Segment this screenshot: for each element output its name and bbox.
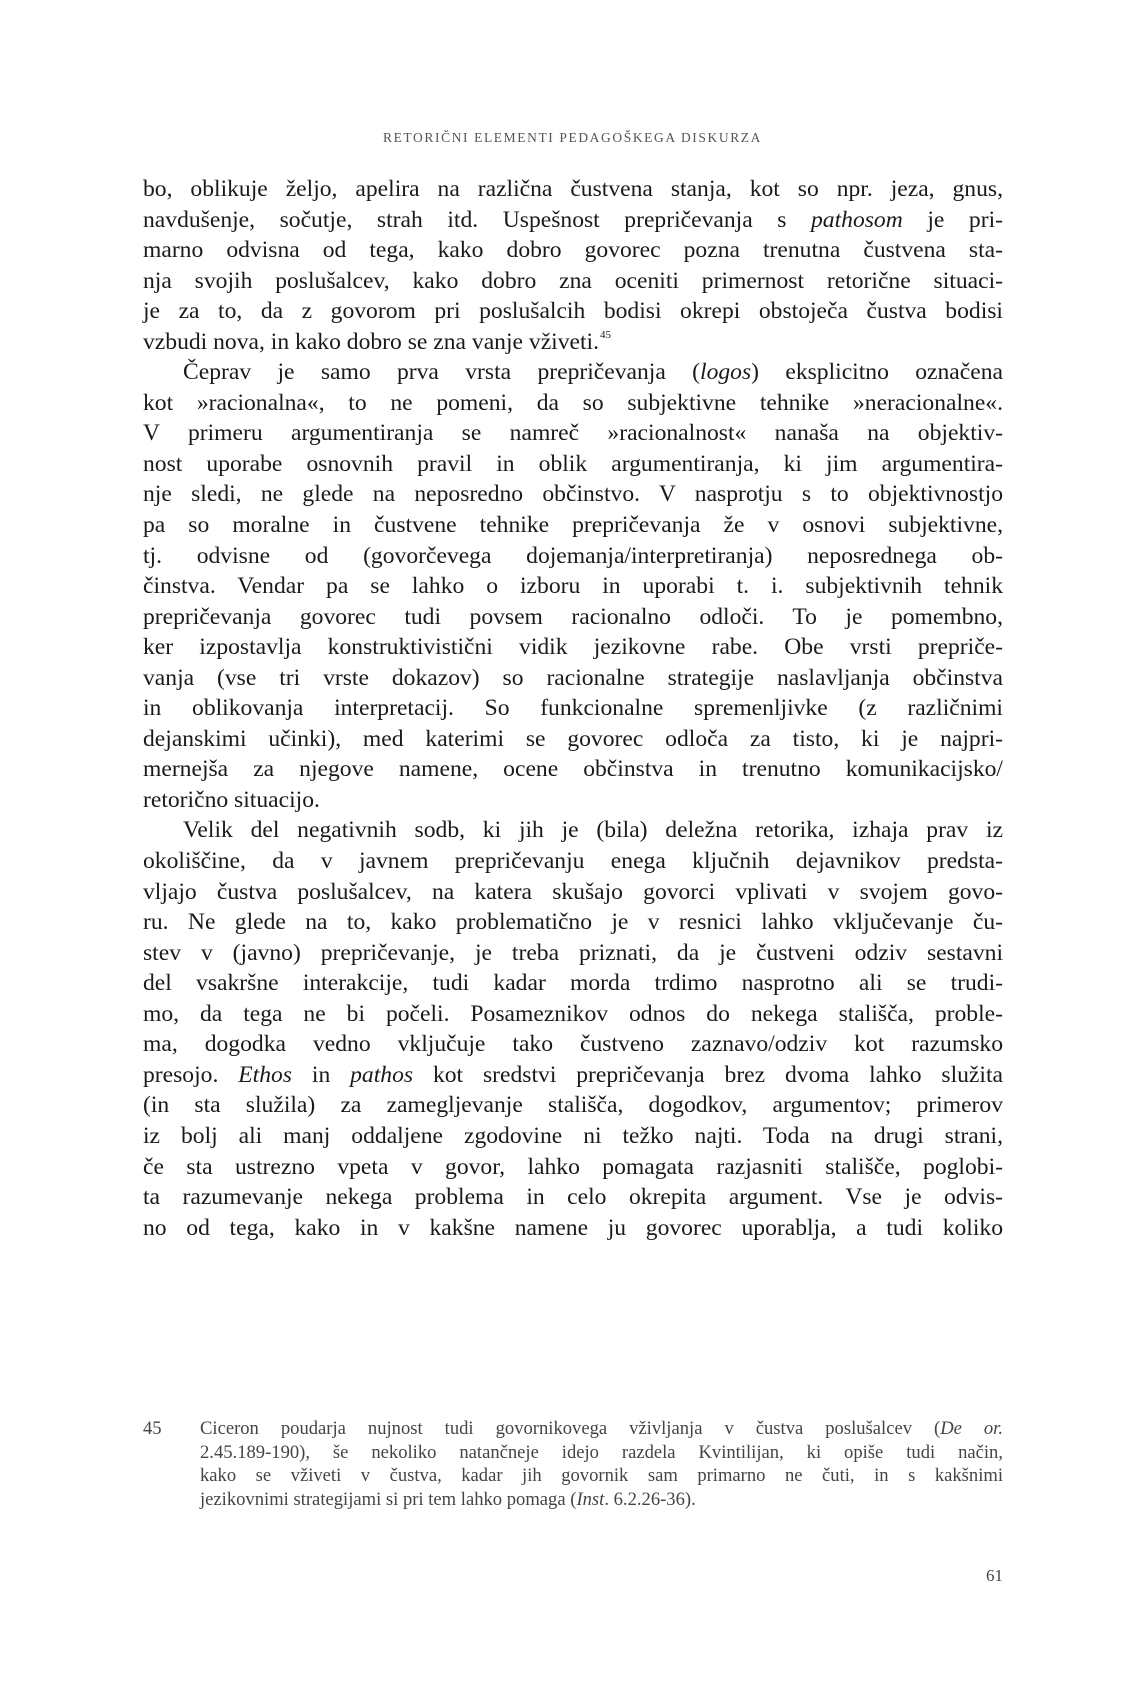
text-line [143,877,1003,908]
text-segment: kot sredstvi prepričevanja brez dvoma lahko služita [413,1061,1003,1088]
text-line [143,174,1003,205]
text-line [143,1090,1003,1121]
text-line [143,327,1003,358]
text-segment: Velik del negativnih sodb, ki jih je (bila) deležna retorika, izhaja prav iz [183,817,1003,844]
text-segment: je za to, da z govorom pri poslušalcih bodisi okrepi obstoječa čustva bodisi [143,298,1003,325]
text-line [143,999,1003,1030]
text-line [143,1121,1003,1152]
footnote-text [200,1417,1003,1511]
text-segment: iz bolj ali manj oddaljene zgodovine ni težko najti. Toda na drugi strani, [143,1122,1003,1149]
footnotes [143,1417,1003,1511]
italic-term: Ethos [238,1061,292,1088]
text-segment: . 6.2.26-36). [604,1488,696,1510]
text-line [143,1182,1003,1213]
footnote-line [200,1488,1003,1512]
text-segment: (in sta služila) za zamegljevanje stališča, dogodkov, argumentov; primerov [143,1092,1003,1119]
text-segment: prepričevanja govorec tudi povsem racionalno odloči. To je pomembno, [143,603,1003,630]
text-segment: dejanskimi učinki), med katerimi se govorec odloča za tisto, ki je najpri- [143,725,1003,752]
text-line [143,571,1003,602]
text-segment: če sta ustrezno vpeta v govor, lahko pomagata razjasniti stališče, poglobi- [143,1153,1003,1180]
text-line [143,663,1003,694]
text-line [143,418,1003,449]
text-segment: presojo. [143,1061,239,1088]
text-line [143,266,1003,297]
text-line [143,968,1003,999]
paragraph-first-line [143,815,1003,846]
text-segment: je pri- [902,206,1004,233]
italic-term: pathos [350,1061,414,1088]
text-segment: nje sledi, ne glede na neposredno občinstvo. V nasprotju s to objektivnostjo [143,481,1003,508]
page-number: 61 [986,1566,1003,1585]
text-line [143,1213,1003,1244]
text-segment: in [292,1061,351,1088]
text-segment: V primeru argumentiranja se namreč »racionalnost« nanaša na objektiv- [143,420,1003,447]
text-line [143,938,1003,969]
text-line [143,449,1003,480]
text-line [143,235,1003,266]
paragraph-first-line [143,357,1003,388]
text-line [143,1060,1003,1091]
text-line [143,754,1003,785]
text-line [143,1152,1003,1183]
text-segment: ru. Ne glede na to, kako problematično je v resnici lahko vključevanje ču- [143,909,1003,936]
text-line [143,388,1003,419]
text-line [143,693,1003,724]
running-head: RETORIČNI ELEMENTI PEDAGOŠKEGA DISKURZA [382,130,763,145]
text-segment: 2.45.189-190), še nekoliko natančneje idejo razdela Kvintilijan, ki opiše tudi način, [200,1441,1003,1463]
text-segment: bo, oblikuje željo, apelira na različna čustvena stanja, kot so npr. jeza, gnus, [143,176,1003,202]
footnote-reference[interactable]: 45 [600,328,612,341]
body-text [143,174,1003,1243]
footnote-line [200,1464,1003,1488]
text-segment: retorično situacijo. [143,786,320,813]
italic-term: logos [700,359,752,386]
text-segment: marno odvisna od tega, kako dobro govorec pozna trenutna čustvena sta- [143,237,1003,264]
text-line [143,907,1003,938]
footnote-line [200,1441,1003,1465]
text-segment: stev v (javno) prepričevanje, je treba priznati, da je čustveni odziv sestavni [143,939,1003,966]
footnote-number: 45 [143,1418,162,1439]
text-segment: nost uporabe osnovnih pravil in oblik argumentiranja, ki jim argumentira- [143,450,1003,477]
text-segment: ta razumevanje nekega problema in celo okrepita argument. Vse je odvis- [143,1184,1003,1211]
text-segment: navdušenje, sočutje, strah itd. Uspešnost prepričevanja s [143,206,811,233]
text-segment: ) eksplicitno označena [751,359,1003,386]
text-segment: in oblikovanja interpretacij. So funkcionalne spremenljivke (z različnimi [143,695,1003,722]
text-line [143,846,1003,877]
text-line [143,724,1003,755]
text-segment: Ciceron poudarja nujnost tudi govornikovega vživljanja v čustva poslušalcev ( [200,1418,941,1439]
text-segment: okoliščine, da v javnem prepričevanju enega ključnih dejavnikov predsta- [143,848,1003,875]
text-line [143,602,1003,633]
text-line [143,479,1003,510]
text-line [143,1029,1003,1060]
text-segment: ker izpostavlja konstruktivistični vidik jezikovne rabe. Obe vrsti prepriče- [143,634,1003,661]
italic-term: pathosom [811,206,903,233]
text-segment: nja svojih poslušalcev, kako dobro zna oceniti primernost retorične situaci- [143,267,1003,294]
text-segment: ma, dogodka vedno vključuje tako čustveno zaznavo/odziv kot razumsko [143,1031,1003,1058]
text-line [143,785,1003,816]
footnote [143,1417,1003,1511]
text-segment: mo, da tega ne bi počeli. Posameznikov odnos do nekega stališča, proble- [143,1000,1003,1027]
text-line [143,205,1003,236]
text-segment: kot »racionalna«, to ne pomeni, da so subjektivne tehnike »neracionalne«. [143,389,1003,416]
text-segment: kako se vživeti v čustva, kadar jih govornik sam primarno ne čuti, in s kakšnimi [200,1465,1003,1487]
text-segment: pa so moralne in čustvene tehnike prepričevanja že v osnovi subjektivne, [143,512,1003,539]
text-segment: tj. odvisne od (govorčevega dojemanja/interpretiranja) neposrednega ob- [143,542,1003,569]
text-segment: Čeprav je samo prva vrsta prepričevanja ( [183,359,701,386]
text-segment: vzbudi nova, in kako dobro se zna vanje vživeti. [143,328,600,355]
text-segment: vljajo čustva poslušalcev, na katera skušajo govorci vplivati v svojem govo- [143,878,1003,905]
text-line [143,632,1003,663]
text-segment: mernejša za njegove namene, ocene občinstva in trenutno komunikacijsko/ [143,756,1003,783]
italic-term: Inst [576,1488,605,1510]
text-line [143,296,1003,327]
text-segment: činstva. Vendar pa se lahko o izboru in uporabi t. i. subjektivnih tehnik [143,573,1003,600]
text-segment: vanja (vse tri vrste dokazov) so racionalne strategije naslavljanja občinstva [143,664,1003,691]
text-line [143,510,1003,541]
footnote-line [200,1417,1003,1441]
text-segment: jezikovnimi strategijami si pri tem lahko pomaga ( [200,1488,577,1510]
text-segment: no od tega, kako in v kakšne namene ju govorec uporablja, a tudi koliko [143,1214,1003,1241]
italic-term: De or. [940,1418,1004,1439]
text-line [143,541,1003,572]
text-segment: del vsakršne interakcije, tudi kadar morda trdimo nasprotno ali se trudi- [143,970,1003,997]
